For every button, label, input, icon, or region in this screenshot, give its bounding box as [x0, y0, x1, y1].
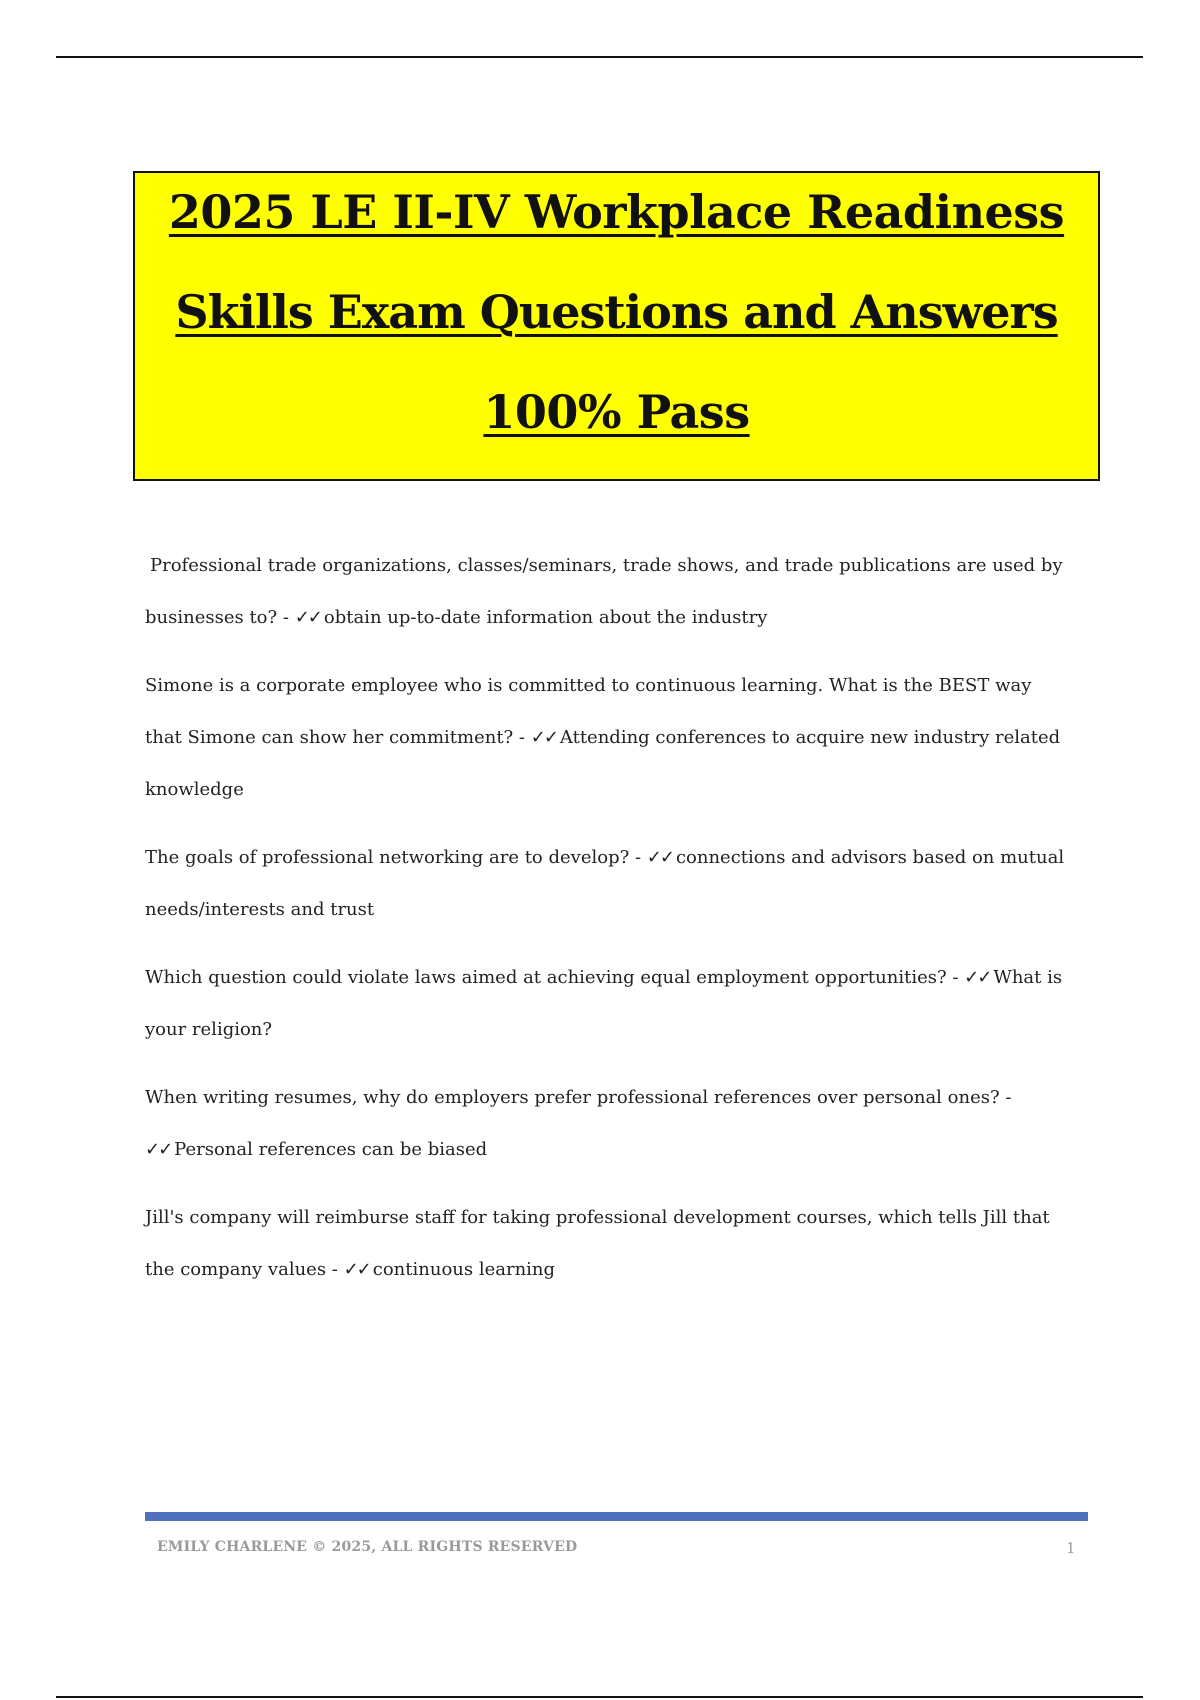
qa-list — [145, 540, 1065, 1312]
qa-question: The goals of professional networking are to develop? - — [145, 847, 647, 868]
check-icon: ✓✓ — [964, 967, 991, 988]
document-title-line-2: Skills Exam Questions and Answers — [175, 285, 1058, 339]
qa-item — [145, 952, 1065, 1056]
qa-question: Professional trade organizations, classes/seminars, trade shows, and trade publications are used by businesses to? - — [145, 555, 1063, 628]
qa-item — [145, 540, 1065, 644]
check-icon: ✓✓ — [343, 1259, 370, 1280]
document-title-line-1: 2025 LE II-IV Workplace Readiness — [168, 185, 1065, 239]
qa-item — [145, 1072, 1065, 1176]
title-box — [133, 171, 1100, 481]
check-icon: ✓✓ — [646, 847, 673, 868]
page-number: 1 — [1066, 1539, 1076, 1557]
qa-question: Simone is a corporate employee who is committed to continuous learning. What is the BEST way that Simone can show her commitment? - — [145, 675, 1032, 748]
page-top-rule — [56, 56, 1143, 58]
qa-question: When writing resumes, why do employers prefer professional references over personal ones? - — [145, 1087, 1012, 1108]
qa-item — [145, 660, 1065, 816]
qa-answer: Attending conferences to acquire new industry related knowledge — [145, 727, 1061, 800]
check-icon: ✓✓ — [294, 607, 321, 628]
qa-answer: connections and advisors based on mutual needs/interests and trust — [145, 847, 1065, 920]
qa-item — [145, 1192, 1065, 1296]
qa-answer: continuous learning — [372, 1259, 556, 1280]
footer-rule — [145, 1512, 1088, 1521]
qa-answer: obtain up-to-date information about the industry — [323, 607, 768, 628]
qa-question: Jill's company will reimburse staff for taking professional development courses, which tells Jill that the company values - — [145, 1207, 1050, 1280]
check-icon: ✓✓ — [530, 727, 557, 748]
qa-question: Which question could violate laws aimed at achieving equal employment opportunities? - — [145, 967, 965, 988]
footer-copyright: EMILY CHARLENE © 2025, ALL RIGHTS RESERVED — [157, 1539, 578, 1555]
qa-answer: What is your religion? — [145, 967, 1063, 1040]
qa-item — [145, 832, 1065, 936]
page-bottom-rule — [56, 1696, 1143, 1698]
document-title-line-3: 100% Pass — [483, 385, 750, 439]
qa-answer: Personal references can be biased — [174, 1139, 488, 1160]
check-icon: ✓✓ — [145, 1139, 172, 1160]
